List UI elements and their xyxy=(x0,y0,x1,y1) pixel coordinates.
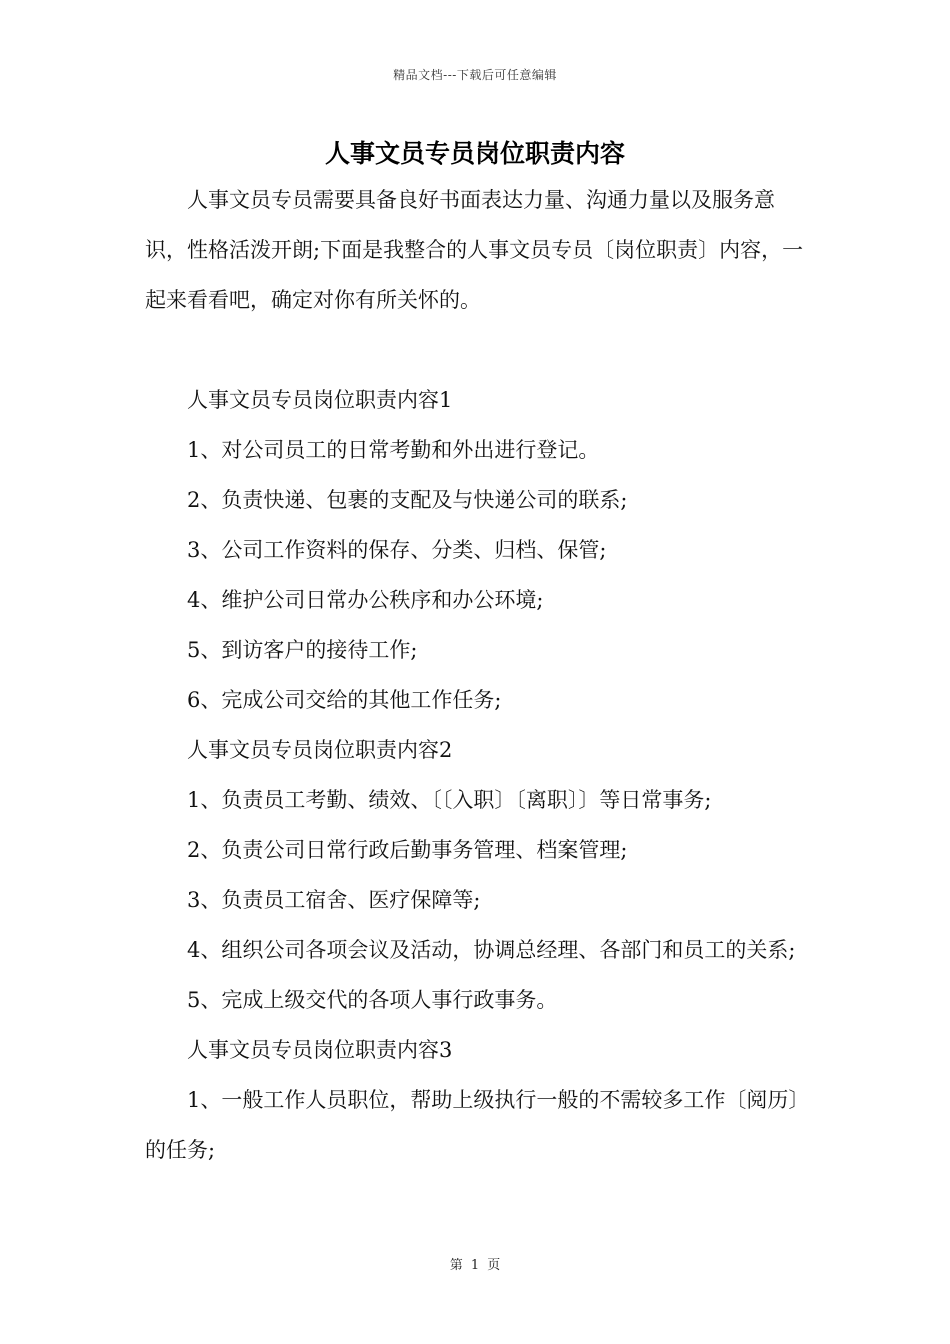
list-item: 4、维护公司日常办公秩序和办公环境; xyxy=(187,588,544,612)
list-item: 4、组织公司各项会议及活动，协调总经理、各部门和员工的关系; xyxy=(187,938,796,962)
list-item: 2、负责公司日常行政后勤事务管理、档案管理; xyxy=(187,838,628,862)
list-item: 1、负责员工考勤、绩效、〔〔入职〕〔离职〕〕等日常事务; xyxy=(187,788,712,812)
list-item: 6、完成公司交给的其他工作任务; xyxy=(187,688,502,712)
list-item: 2、负责快递、包裹的支配及与快递公司的联系; xyxy=(187,488,628,512)
document-title: 人事文员专员岗位职责内容 xyxy=(324,139,625,168)
list-item: 3、公司工作资料的保存、分类、归档、保管; xyxy=(187,538,607,562)
list-item: 5、到访客户的接待工作; xyxy=(187,638,418,662)
section-heading: 人事文员专员岗位职责内容3 xyxy=(187,1038,453,1062)
list-item: 1、对公司员工的日常考勤和外出进行登记。 xyxy=(187,438,600,462)
section-heading: 人事文员专员岗位职责内容2 xyxy=(187,738,453,762)
page-number: 第 1 页 xyxy=(449,1258,501,1273)
list-item: 1、一般工作人员职位，帮助上级执行一般的不需较多工作〔阅历〕的任务; xyxy=(145,1088,799,1162)
intro-paragraph: 人事文员专员需要具备良好书面表达力量、沟通力量以及服务意识，性格活泼开朗;下面是我整合的人事文员专员〔岗位职责〕内容，一起来看看吧，确定对你有所关怀的。 xyxy=(145,188,804,312)
list-item: 5、完成上级交代的各项人事行政事务。 xyxy=(187,988,558,1012)
document-body xyxy=(145,175,807,1175)
list-item: 3、负责员工宿舍、医疗保障等; xyxy=(187,888,481,912)
blank-line xyxy=(145,325,807,375)
header-note: 精品文档---下载后可任意编辑 xyxy=(393,68,557,82)
section-heading: 人事文员专员岗位职责内容1 xyxy=(187,388,453,412)
